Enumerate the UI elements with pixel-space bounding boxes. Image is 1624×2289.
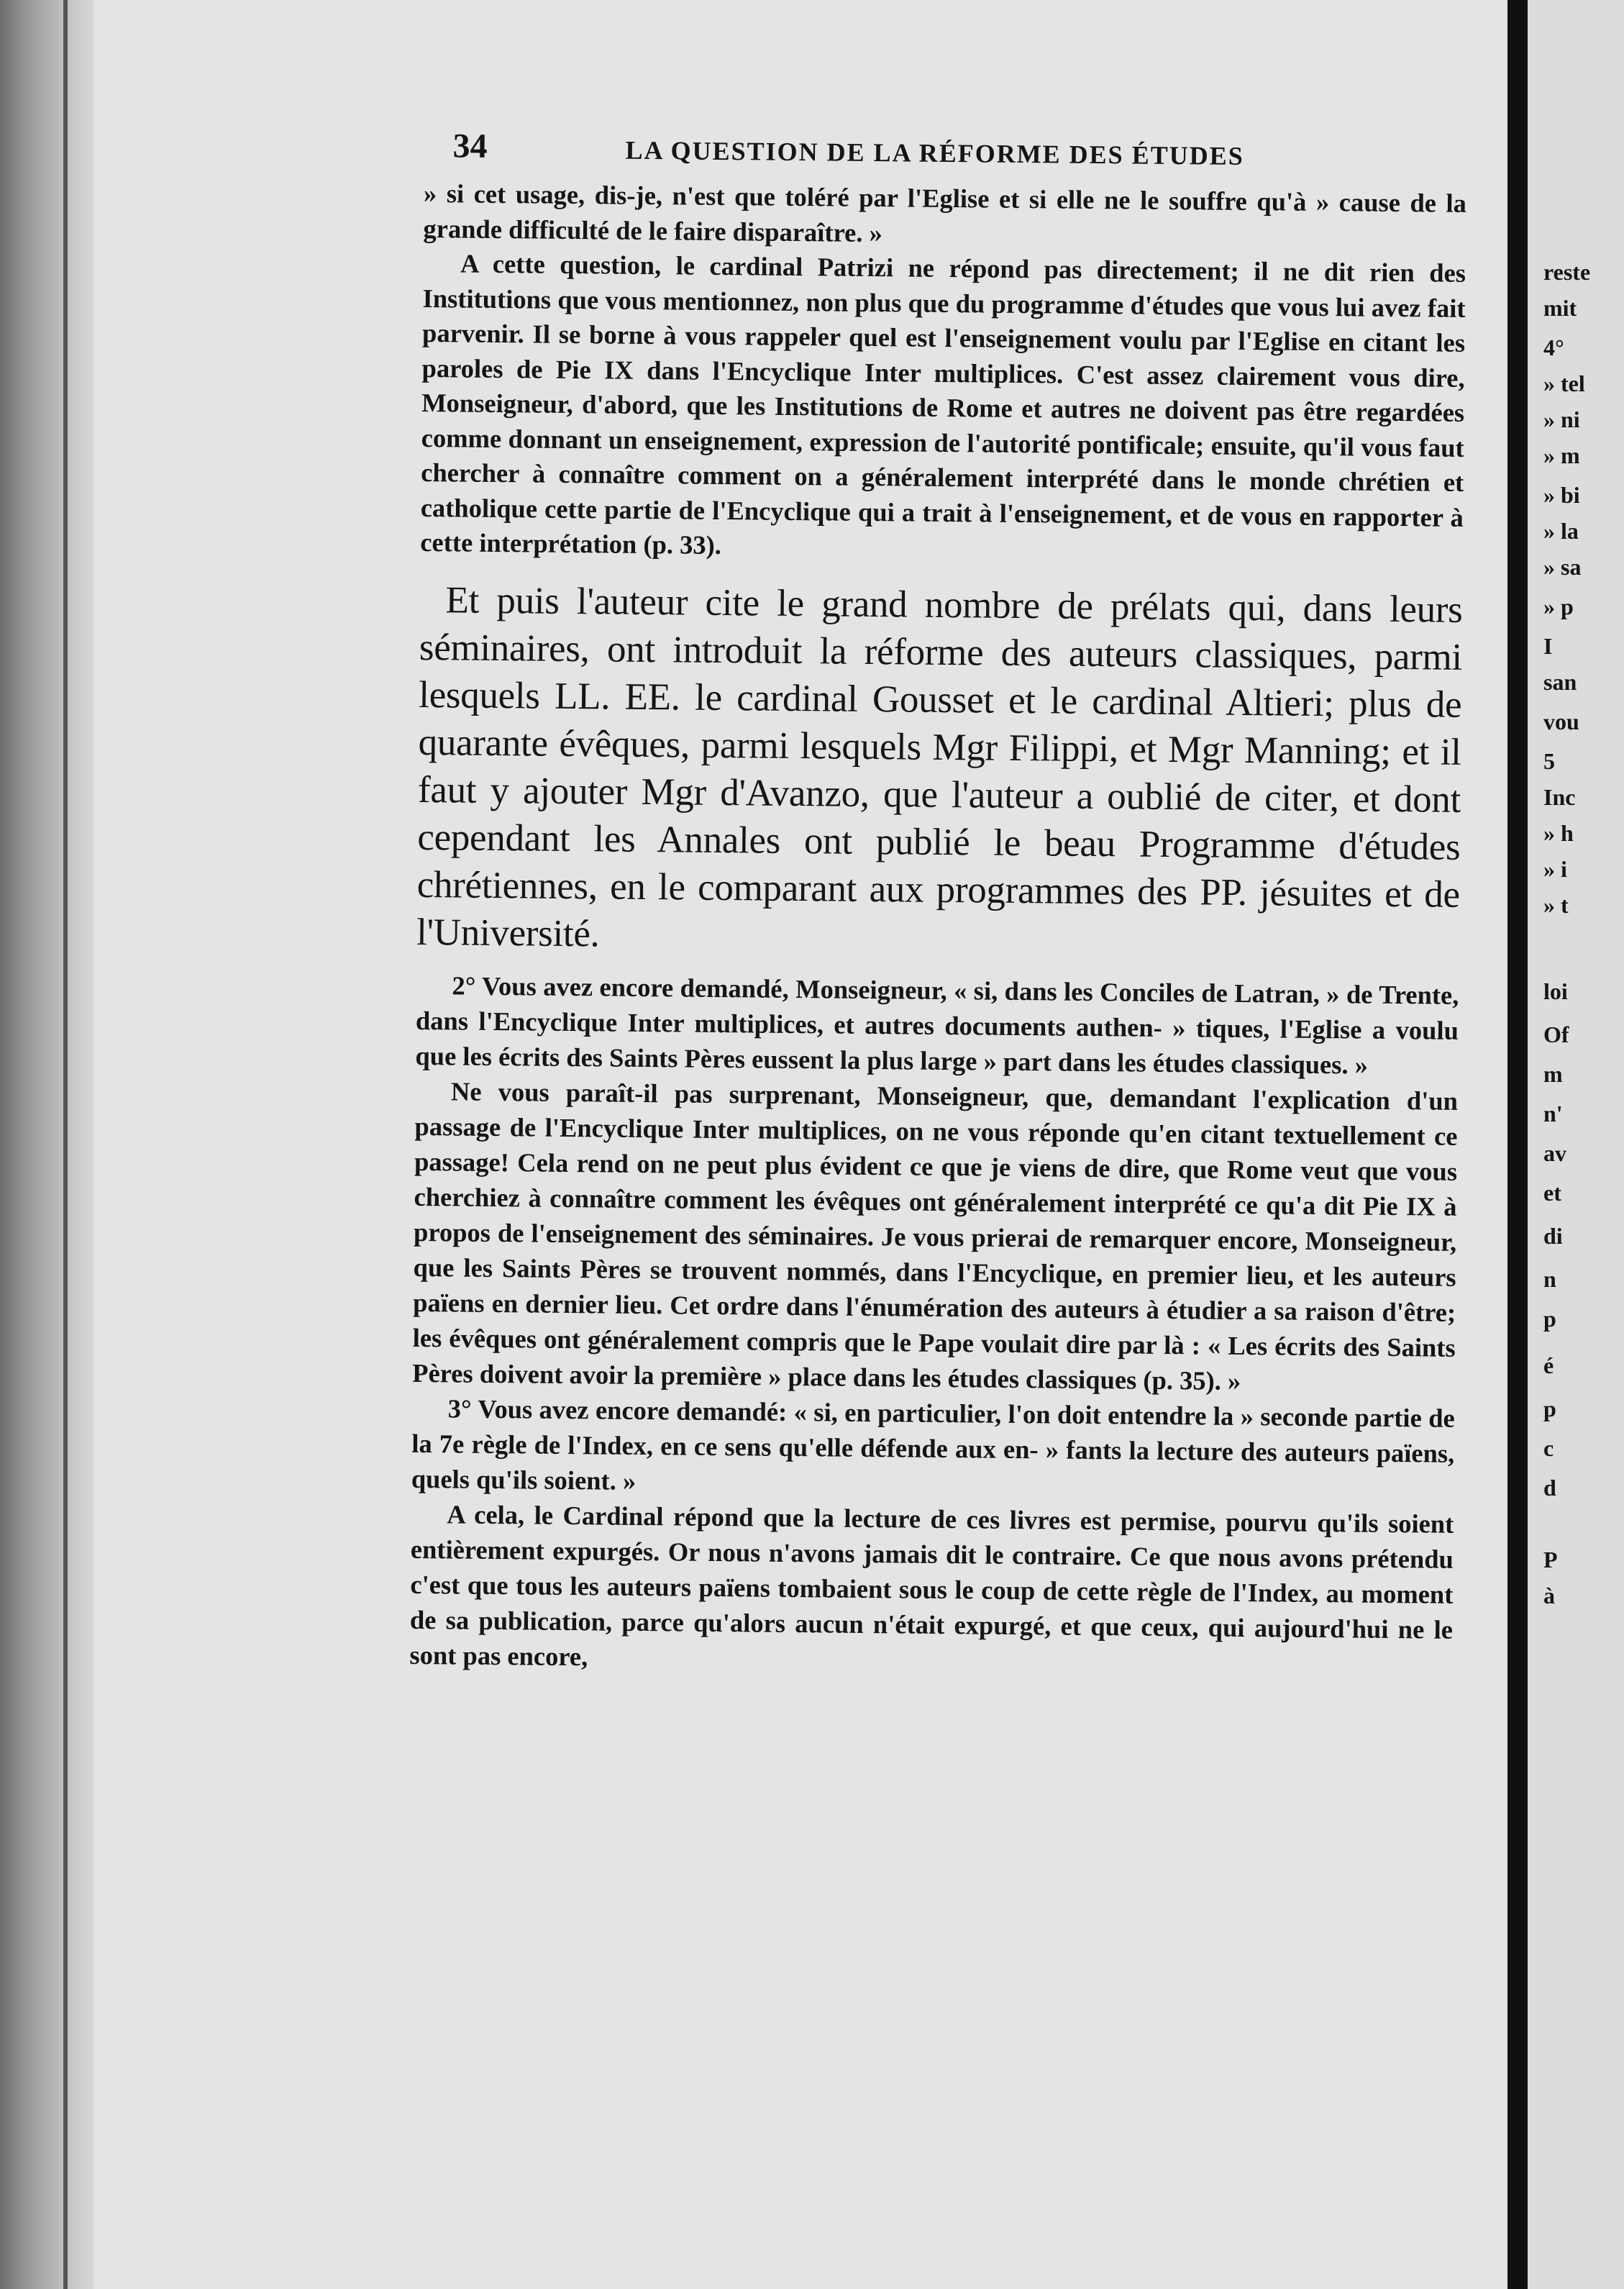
adjacent-fragment: san xyxy=(1543,669,1577,695)
body-paragraph-answer-3: A cela, le Cardinal répond que la lecture de ces livres est permise, pourvu qu'ils soient entièrement expurgés. Or nous n'avons jamais dit le contraire. Ce que nous avons prétendu c'est que tous les auteurs païens tombaient sous le coup de cette règle de l'Index, au moment de sa publication, parce qu'alors aucun n'était expurgé, et que ceux, qui aujourd'hui ne le sont pas encore, xyxy=(409,1498,1454,1671)
adjacent-fragment: » la xyxy=(1543,518,1579,544)
adjacent-fragment: p xyxy=(1543,1306,1556,1332)
adjacent-fragment: m xyxy=(1543,1061,1563,1087)
adjacent-fragment: à xyxy=(1543,1583,1555,1608)
adjacent-fragment: n xyxy=(1543,1266,1556,1292)
quoted-passage xyxy=(420,176,1466,570)
adjacent-fragment: n' xyxy=(1543,1101,1563,1127)
adjacent-fragment: c xyxy=(1543,1435,1554,1461)
quote-paragraph-2: A cette question, le cardinal Patrizi ne répond pas directement; il ne dit rien des Institutions que vous mentionnez, non plus que du programme d'études que vous lui avez fait parvenir. Il se borne à vous rappeler quel est l'enseignement voulu par l'Eglise en citant les paroles de Pie IX dans l'Encyclique Inter multiplices. C'est assez clairement vous dire, Monseigneur, d'abord, que les Institutions de Rome et autres ne doivent pas être regardées comme donnant un enseignement, expression de l'autorité pontificale; ensuite, qu'il vous faut chercher à connaître comment on a généralement interprété dans le monde chrétien et catholique cette partie de l'Encyclique qui a trait à l'enseignement, et de vous en rapporter à cette interprétation (p. 33). xyxy=(420,248,1466,560)
body-paragraph-question-2: 2° Vous avez encore demandé, Monseigneur, « si, dans les Conciles de Latran, » de Trente, dans l'Encyclique Inter multiplices, et autres documents authen- » tiques, l'Eglise a voulu que les écrits des Saints Pères eussent la plus large » part dans les études classiques. » xyxy=(415,970,1459,1080)
adjacent-fragment: I xyxy=(1543,633,1553,659)
adjacent-fragment: p xyxy=(1543,1396,1556,1421)
adjacent-fragment: reste xyxy=(1543,259,1591,285)
adjacent-fragment: » tel xyxy=(1543,370,1585,396)
adjacent-fragment: Inc xyxy=(1543,784,1576,810)
adjacent-fragment: » m xyxy=(1543,442,1580,468)
adjacent-fragment: 5 xyxy=(1543,748,1555,774)
body-paragraph-question-3: 3° Vous avez encore demandé: « si, en particulier, l'on doit entendre la » seconde partie de la 7e règle de l'Index, en ce sens qu'elle défende aux en- » fants la lecture des auteurs païens, quels qu'ils soient. » xyxy=(411,1393,1455,1496)
adjacent-fragment: av xyxy=(1543,1140,1566,1166)
adjacent-fragment: é xyxy=(1543,1352,1554,1378)
adjacent-fragment: » h xyxy=(1543,820,1574,846)
page-content xyxy=(409,119,1467,1682)
adjacent-fragment: d xyxy=(1543,1475,1556,1501)
adjacent-fragment: Of xyxy=(1543,1021,1569,1047)
page-gutter xyxy=(1507,0,1528,2289)
page-number: 34 xyxy=(452,127,488,165)
adjacent-fragment: » sa xyxy=(1543,554,1582,580)
adjacent-fragment: » ni xyxy=(1543,406,1580,432)
adjacent-fragment: 4° xyxy=(1543,335,1564,360)
body-paragraph-answer-2: Ne vous paraît-il pas surprenant, Monseigneur, que, demandant l'explication d'un passage de l'Encyclique Inter multiplices, on ne vous réponde qu'en citant textuellement ce passage! Cela rend on ne peut plus évident ce que je viens de dire, que Rome veut que vous cherchiez à connaître comment les évêques ont généralement interprété ce qu'a dit Pie IX à propos de l'enseignement des séminaires. Je vous prierai de remarquer encore, Monseigneur, que les Saints Pères se trouvent nommés, dans l'Encyclique, en premier lieu, et les auteurs païens en dernier lieu. Cet ordre dans l'énumération des auteurs à étudier a sa raison d'être; les évêques ont généralement compris que le Pape voulait dire par là : « Les écrits des Saints Pères doivent avoir la première » place dans les études classiques (p. 35). » xyxy=(412,1075,1459,1396)
quote-paragraph-1: » si cet usage, dis-je, n'est que toléré par l'Eglise et si elle ne le souffre qu'à » cause de la grande difficulté de le faire disparaître. » xyxy=(423,178,1467,247)
adjacent-fragment: » p xyxy=(1543,593,1574,619)
adjacent-fragment: et xyxy=(1543,1180,1561,1206)
adjacent-fragment: vou xyxy=(1543,709,1579,734)
adjacent-page-edge xyxy=(1528,0,1624,2289)
adjacent-fragment: » i xyxy=(1543,856,1567,882)
book-binding-edge xyxy=(0,0,93,2289)
adjacent-fragment: loi xyxy=(1543,978,1568,1004)
running-header xyxy=(424,119,1467,186)
running-title: LA QUESTION DE LA RÉFORME DES ÉTUDES xyxy=(625,135,1244,170)
adjacent-fragment: P xyxy=(1543,1547,1558,1573)
adjacent-fragment: mit xyxy=(1543,295,1577,321)
body-paragraph-large: Et puis l'auteur cite le grand nombre de prélats qui, dans leurs séminaires, ont introduit la réforme des auteurs classiques, parmi lesquels LL. EE. le cardinal Gousset et le cardinal Altieri; plus de quarante évêques, parmi lesquels Mgr Filippi, et Mgr Manning; et il faut y ajouter Mgr d'Avanzo, que l'auteur a oublié de citer, et dont cependant les Annales ont publié le beau Programme d'études chrétiennes, en le comparant aux programmes des PP. jésuites et de l'Université. xyxy=(416,578,1463,955)
adjacent-fragment: » t xyxy=(1543,892,1569,918)
adjacent-fragment: di xyxy=(1543,1223,1563,1249)
adjacent-fragment: » bi xyxy=(1543,482,1580,508)
